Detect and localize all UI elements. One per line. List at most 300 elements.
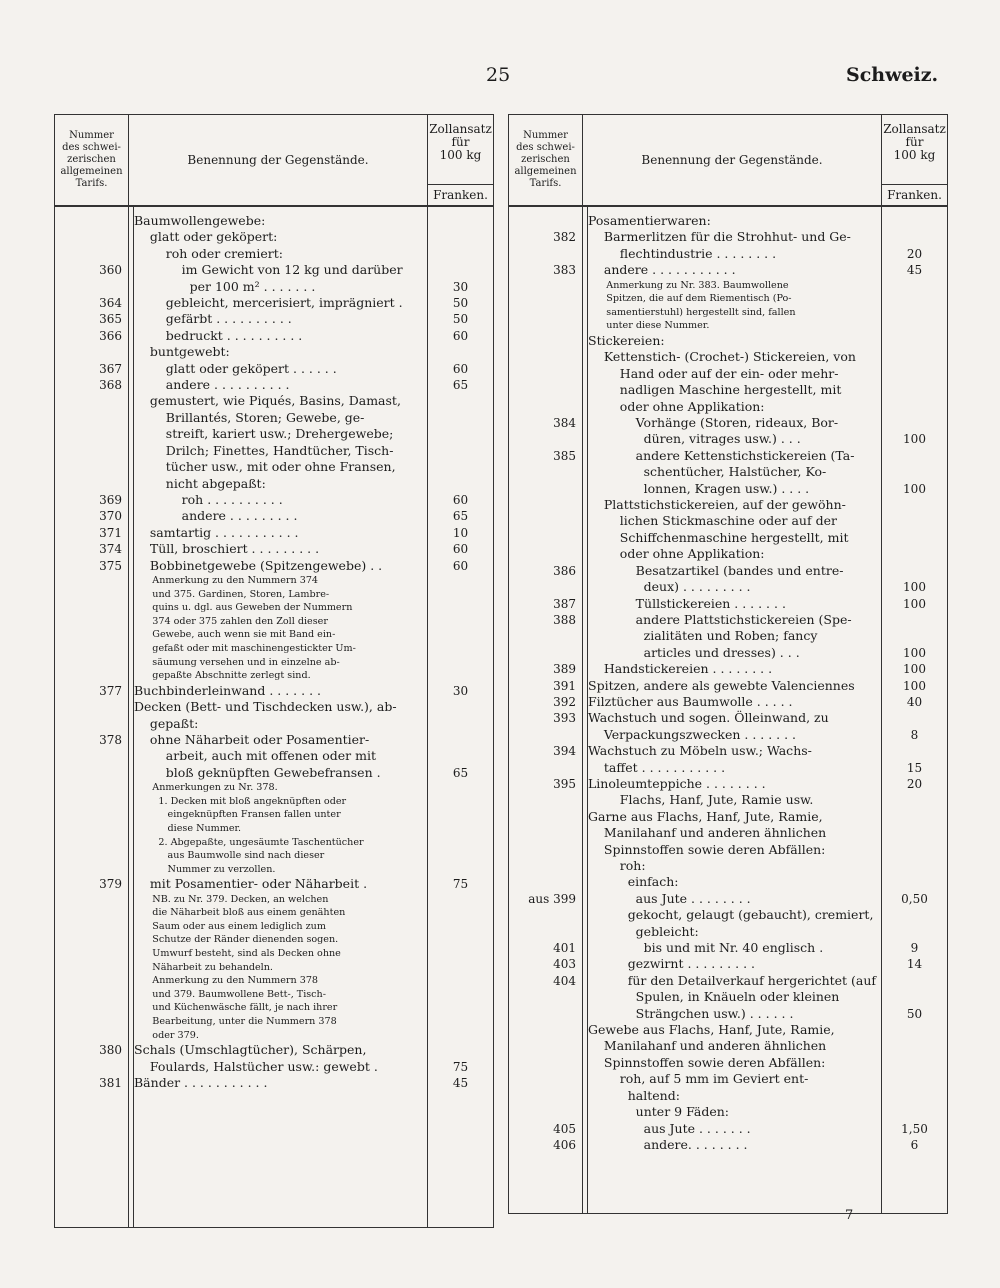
duty-rate bbox=[882, 229, 947, 245]
tariff-number bbox=[509, 546, 582, 562]
item-description: und 379. Baumwollene Bett-, Tisch- bbox=[134, 988, 326, 1000]
table-row bbox=[509, 1038, 947, 1054]
tariff-number bbox=[55, 459, 128, 475]
duty-rate bbox=[428, 669, 493, 683]
table-row bbox=[55, 748, 493, 764]
duty-rate bbox=[882, 858, 947, 874]
duty-rate: 60 bbox=[452, 328, 469, 343]
duty-rate: 15 bbox=[906, 760, 923, 775]
left-table bbox=[54, 114, 494, 1228]
item-description: Verpackungszwecken . . . . . . . bbox=[588, 726, 797, 742]
item-description: Gewebe, auch wenn sie mit Band ein- bbox=[134, 629, 336, 641]
table-row bbox=[509, 1121, 947, 1137]
table-row bbox=[55, 246, 493, 262]
tariff-number bbox=[55, 974, 128, 988]
tariff-number bbox=[55, 574, 128, 588]
item-description: glatt oder geköpert . . . . . . bbox=[134, 360, 337, 376]
duty-rate bbox=[428, 974, 493, 988]
duty-rate bbox=[882, 349, 947, 365]
item-description: taffet . . . . . . . . . . . bbox=[588, 759, 726, 775]
tariff-number bbox=[55, 781, 128, 795]
duty-rate: 1,50 bbox=[901, 1121, 928, 1136]
note-line bbox=[55, 588, 493, 602]
item-description: glatt oder geköpert: bbox=[134, 229, 278, 245]
tariff-number: 381 bbox=[99, 1076, 122, 1091]
tariff-number bbox=[509, 481, 582, 497]
item-description: lonnen, Kragen usw.) . . . . bbox=[588, 480, 810, 496]
note-line bbox=[55, 1015, 493, 1029]
right-table bbox=[508, 114, 948, 1214]
item-description: samentierstuhl) hergestellt sind, fallen bbox=[588, 306, 796, 318]
duty-rate bbox=[882, 1038, 947, 1054]
item-description: Plattstichstickereien, auf der gewöhn- bbox=[588, 497, 846, 513]
duty-rate: 100 bbox=[903, 678, 926, 693]
duty-rate bbox=[882, 546, 947, 562]
table-row bbox=[509, 1104, 947, 1120]
item-description: einfach: bbox=[588, 874, 679, 890]
duty-rate bbox=[882, 382, 947, 398]
item-description: arbeit, auch mit offenen oder mit bbox=[134, 748, 376, 764]
table-row bbox=[55, 262, 493, 278]
item-description: Bearbeitung, unter die Nummern 378 bbox=[134, 1016, 337, 1028]
tariff-number bbox=[509, 1071, 582, 1087]
note-line bbox=[509, 306, 947, 320]
item-description: bedruckt . . . . . . . . . . bbox=[134, 327, 303, 343]
table-row bbox=[509, 229, 947, 245]
item-description: 1. Decken mit bloß angeknüpften oder bbox=[134, 795, 347, 807]
duty-rate: 100 bbox=[903, 481, 926, 496]
table-row bbox=[509, 1088, 947, 1104]
item-description: lichen Stickmaschine oder auf der bbox=[588, 513, 837, 529]
rate-column-unit: Franken. bbox=[433, 188, 488, 202]
item-description: eingeknüpften Fransen fallen unter bbox=[134, 809, 341, 821]
tariff-number bbox=[55, 229, 128, 245]
duty-rate bbox=[428, 601, 493, 615]
duty-rate bbox=[882, 1022, 947, 1038]
item-description: oder ohne Applikation: bbox=[588, 398, 765, 414]
duty-rate bbox=[428, 836, 493, 850]
note-line bbox=[55, 795, 493, 809]
item-description: mit Posamentier- oder Näharbeit . bbox=[134, 876, 368, 892]
table-row bbox=[509, 1006, 947, 1022]
tariff-number bbox=[55, 1001, 128, 1015]
item-description: bloß geknüpften Gewebefransen . bbox=[134, 764, 381, 780]
duty-rate bbox=[882, 809, 947, 825]
tariff-number bbox=[55, 920, 128, 934]
duty-rate: 6 bbox=[910, 1137, 919, 1152]
item-description: Anmerkungen zu Nr. 378. bbox=[134, 782, 278, 794]
table-row bbox=[55, 229, 493, 245]
duty-rate bbox=[428, 988, 493, 1002]
note-line bbox=[55, 836, 493, 850]
tariff-number bbox=[509, 382, 582, 398]
tariff-number bbox=[509, 809, 582, 825]
item-description: andere Kettenstichstickereien (Ta- bbox=[588, 447, 855, 463]
tariff-number: 385 bbox=[553, 448, 576, 463]
duty-rate: 30 bbox=[452, 683, 469, 698]
tariff-number: 383 bbox=[553, 263, 576, 278]
note-line bbox=[55, 642, 493, 656]
item-description: andere . . . . . . . . . . . bbox=[588, 262, 736, 278]
item-description: aus Baumwolle sind nach dieser bbox=[134, 850, 325, 862]
item-description: gepaßt: bbox=[134, 715, 199, 731]
duty-rate bbox=[882, 366, 947, 382]
duty-rate bbox=[882, 973, 947, 989]
tariff-number: 392 bbox=[553, 694, 576, 709]
tariff-number: 368 bbox=[99, 378, 122, 393]
table-row bbox=[55, 311, 493, 327]
duty-rate bbox=[882, 710, 947, 726]
duty-rate bbox=[882, 924, 947, 940]
page-number: 25 bbox=[486, 64, 511, 86]
tariff-number bbox=[509, 645, 582, 661]
tariff-number bbox=[55, 279, 128, 295]
tariff-number bbox=[55, 716, 128, 732]
tariff-number: 391 bbox=[553, 678, 576, 693]
tariff-number bbox=[55, 642, 128, 656]
tariff-number bbox=[55, 426, 128, 442]
duty-rate: 60 bbox=[452, 542, 469, 557]
duty-rate bbox=[428, 1001, 493, 1015]
tariff-number bbox=[509, 333, 582, 349]
duty-rate bbox=[428, 213, 493, 229]
duty-rate bbox=[428, 246, 493, 262]
table-row bbox=[55, 344, 493, 360]
note-line bbox=[55, 988, 493, 1002]
tariff-number bbox=[55, 893, 128, 907]
table-row bbox=[509, 956, 947, 972]
table-row bbox=[509, 924, 947, 940]
tariff-number bbox=[55, 601, 128, 615]
duty-rate bbox=[882, 513, 947, 529]
note-line bbox=[55, 574, 493, 588]
table-row bbox=[55, 393, 493, 409]
duty-rate bbox=[428, 229, 493, 245]
duty-rate: 75 bbox=[452, 1059, 469, 1074]
tariff-number: 403 bbox=[553, 957, 576, 972]
item-description: Wachstuch und sogen. Ölleinwand, zu bbox=[588, 710, 829, 726]
name-column-header: Benennung der Gegenstände. bbox=[583, 115, 882, 205]
table-row bbox=[55, 1042, 493, 1058]
right-rows bbox=[509, 213, 947, 1153]
table-row bbox=[55, 876, 493, 892]
tariff-number: 379 bbox=[99, 877, 122, 892]
duty-rate bbox=[428, 1029, 493, 1043]
duty-rate bbox=[882, 874, 947, 890]
table-row bbox=[509, 349, 947, 365]
duty-rate bbox=[428, 393, 493, 409]
item-description: roh, auf 5 mm im Geviert ent- bbox=[588, 1071, 809, 1087]
duty-rate bbox=[428, 795, 493, 809]
note-line bbox=[55, 947, 493, 961]
table-row bbox=[55, 492, 493, 508]
tariff-number bbox=[509, 1006, 582, 1022]
tariff-number bbox=[509, 579, 582, 595]
tariff-number bbox=[55, 213, 128, 229]
note-line bbox=[55, 933, 493, 947]
duty-rate bbox=[428, 588, 493, 602]
tariff-number bbox=[509, 246, 582, 262]
tariff-number bbox=[55, 947, 128, 961]
item-description: unter diese Nummer. bbox=[588, 320, 710, 332]
tariff-number bbox=[55, 615, 128, 629]
duty-rate bbox=[882, 1071, 947, 1087]
tariff-number bbox=[509, 349, 582, 365]
duty-rate bbox=[428, 920, 493, 934]
duty-rate: 65 bbox=[452, 765, 469, 780]
table-row bbox=[509, 825, 947, 841]
table-row bbox=[509, 546, 947, 562]
tariff-number bbox=[55, 933, 128, 947]
tariff-number bbox=[55, 443, 128, 459]
duty-rate bbox=[882, 842, 947, 858]
number-column-header: Nummer des schwei- zerischen allgemeinen Tarifs. bbox=[55, 115, 129, 205]
table-row bbox=[509, 874, 947, 890]
table-row bbox=[509, 366, 947, 382]
table-row bbox=[509, 1022, 947, 1038]
note-line bbox=[55, 781, 493, 795]
duty-rate bbox=[882, 319, 947, 333]
rate-column-unit: Franken. bbox=[887, 188, 942, 202]
table-row bbox=[55, 508, 493, 524]
item-description: Besatzartikel (bandes und entre- bbox=[588, 562, 844, 578]
tariff-number bbox=[509, 306, 582, 320]
tariff-number bbox=[509, 989, 582, 1005]
item-description: Vorhänge (Storen, rideaux, Bor- bbox=[588, 415, 839, 431]
duty-rate bbox=[428, 933, 493, 947]
duty-rate bbox=[428, 699, 493, 715]
duty-rate bbox=[428, 1042, 493, 1058]
tariff-number bbox=[55, 765, 128, 781]
table-row bbox=[55, 295, 493, 311]
duty-rate bbox=[428, 893, 493, 907]
item-description: gezwirnt . . . . . . . . . bbox=[588, 956, 755, 972]
tariff-number bbox=[509, 431, 582, 447]
note-line bbox=[55, 656, 493, 670]
tariff-number bbox=[509, 1055, 582, 1071]
item-description: und 375. Gardinen, Storen, Lambre- bbox=[134, 588, 330, 600]
table-row bbox=[509, 661, 947, 677]
item-description: gebleicht, mercerisiert, imprägniert . bbox=[134, 295, 403, 311]
duty-rate bbox=[882, 628, 947, 644]
item-description: Schiffchenmaschine hergestellt, mit bbox=[588, 529, 849, 545]
table-row bbox=[509, 1055, 947, 1071]
item-description: Näharbeit zu behandeln. bbox=[134, 961, 273, 973]
tariff-number bbox=[509, 292, 582, 306]
item-description: gemustert, wie Piqués, Basins, Damast, bbox=[134, 393, 401, 409]
item-description: articles und dresses) . . . bbox=[588, 644, 800, 660]
note-line bbox=[55, 893, 493, 907]
item-description: ohne Näharbeit oder Posamentier- bbox=[134, 731, 370, 747]
table-row bbox=[509, 246, 947, 262]
duty-rate: 10 bbox=[452, 525, 469, 540]
duty-rate: 100 bbox=[903, 662, 926, 677]
rate-column-header bbox=[428, 115, 493, 205]
duty-rate bbox=[882, 399, 947, 415]
tariff-number bbox=[55, 588, 128, 602]
table-row bbox=[509, 213, 947, 229]
tariff-number bbox=[55, 795, 128, 809]
duty-rate: 65 bbox=[452, 378, 469, 393]
note-line bbox=[509, 292, 947, 306]
item-description: flechtindustrie . . . . . . . . bbox=[588, 245, 777, 261]
table-row bbox=[55, 443, 493, 459]
duty-rate bbox=[882, 292, 947, 306]
table-header bbox=[509, 115, 947, 207]
table-row bbox=[509, 415, 947, 431]
item-description: diese Nummer. bbox=[134, 822, 242, 834]
item-description: Anmerkung zu den Nummern 374 bbox=[134, 574, 319, 586]
item-description: andere . . . . . . . . . bbox=[134, 508, 298, 524]
duty-rate: 45 bbox=[906, 263, 923, 278]
tariff-number bbox=[55, 808, 128, 822]
item-description: Hand oder auf der ein- oder mehr- bbox=[588, 365, 839, 381]
tariff-number: 394 bbox=[553, 744, 576, 759]
table-row bbox=[509, 579, 947, 595]
item-description: gepaßte Abschnitte zerlegt sind. bbox=[134, 670, 311, 682]
table-row bbox=[509, 809, 947, 825]
rate-column-title: Zollansatz für 100 kg bbox=[882, 115, 947, 185]
table-row bbox=[55, 765, 493, 781]
duty-rate: 30 bbox=[452, 279, 469, 294]
table-row bbox=[509, 262, 947, 278]
duty-rate bbox=[428, 642, 493, 656]
item-description: und Küchenwäsche fällt, je nach ihrer bbox=[134, 1002, 338, 1014]
duty-rate bbox=[428, 262, 493, 278]
duty-rate bbox=[428, 748, 493, 764]
item-description: Strängchen usw.) . . . . . . bbox=[588, 1005, 794, 1021]
table-row bbox=[509, 382, 947, 398]
duty-rate: 20 bbox=[906, 776, 923, 791]
duty-rate: 40 bbox=[906, 694, 923, 709]
duty-rate bbox=[882, 448, 947, 464]
table-row bbox=[509, 727, 947, 743]
rate-column-title: Zollansatz für 100 kg bbox=[428, 115, 493, 185]
tariff-number bbox=[509, 1038, 582, 1054]
tariff-number bbox=[55, 961, 128, 975]
duty-rate bbox=[882, 1088, 947, 1104]
duty-rate bbox=[428, 628, 493, 642]
table-row bbox=[509, 563, 947, 579]
table-row bbox=[509, 678, 947, 694]
duty-rate bbox=[428, 656, 493, 670]
table-row bbox=[55, 541, 493, 557]
table-row bbox=[55, 732, 493, 748]
item-description: nicht abgepaßt: bbox=[134, 475, 266, 491]
note-line bbox=[55, 906, 493, 920]
page-country: Schweiz. bbox=[846, 64, 939, 86]
item-description: Stickereien: bbox=[588, 333, 665, 348]
tariff-number bbox=[509, 213, 582, 229]
note-line bbox=[55, 628, 493, 642]
rate-column-header bbox=[882, 115, 947, 205]
tariff-number: 367 bbox=[99, 361, 122, 376]
tariff-number bbox=[55, 1029, 128, 1043]
duty-rate: 60 bbox=[452, 558, 469, 573]
tariff-number bbox=[509, 497, 582, 513]
item-description: bis und mit Nr. 40 englisch . bbox=[588, 940, 824, 956]
item-description: Saum oder aus einem lediglich zum bbox=[134, 920, 326, 932]
duty-rate bbox=[428, 732, 493, 748]
tariff-number bbox=[509, 1088, 582, 1104]
tariff-number: 370 bbox=[99, 509, 122, 524]
tariff-number: 369 bbox=[99, 492, 122, 507]
tariff-number bbox=[55, 748, 128, 764]
duty-rate bbox=[428, 574, 493, 588]
tariff-number bbox=[55, 836, 128, 850]
tariff-number: 374 bbox=[99, 542, 122, 557]
tariff-number: 389 bbox=[553, 662, 576, 677]
duty-rate: 75 bbox=[452, 877, 469, 892]
item-description: Nummer zu verzollen. bbox=[134, 863, 276, 875]
table-row bbox=[55, 1075, 493, 1091]
duty-rate bbox=[882, 279, 947, 293]
duty-rate bbox=[882, 306, 947, 320]
table-row bbox=[509, 530, 947, 546]
item-description: gefärbt . . . . . . . . . . bbox=[134, 311, 292, 327]
tariff-number: 387 bbox=[553, 596, 576, 611]
note-line bbox=[509, 319, 947, 333]
item-description: Barmerlitzen für die Strohhut- und Ge- bbox=[588, 229, 851, 245]
duty-rate bbox=[882, 907, 947, 923]
tariff-number bbox=[55, 1059, 128, 1075]
tariff-number bbox=[509, 1022, 582, 1038]
item-description: Baumwollengewebe: bbox=[134, 213, 266, 228]
tariff-number bbox=[55, 863, 128, 877]
tariff-number: 360 bbox=[99, 263, 122, 278]
tariff-number bbox=[509, 530, 582, 546]
table-row bbox=[55, 213, 493, 229]
duty-rate bbox=[428, 426, 493, 442]
item-description: Schutze der Ränder dienenden sogen. bbox=[134, 934, 339, 946]
note-line bbox=[55, 863, 493, 877]
tariff-number bbox=[509, 924, 582, 940]
item-description: Kettenstich- (Crochet-) Stickereien, von bbox=[588, 349, 856, 365]
table-row bbox=[55, 328, 493, 344]
item-description: Bänder . . . . . . . . . . . bbox=[134, 1075, 268, 1091]
tariff-number bbox=[55, 410, 128, 426]
duty-rate bbox=[882, 743, 947, 759]
item-description: oder 379. bbox=[134, 1029, 199, 1041]
item-description: Decken (Bett- und Tischdecken usw.), ab- bbox=[134, 699, 397, 715]
duty-rate bbox=[428, 476, 493, 492]
item-description: streift, kariert usw.; Drehergewebe; bbox=[134, 426, 394, 442]
note-line bbox=[55, 822, 493, 836]
tariff-number bbox=[55, 822, 128, 836]
item-description: Brillantés, Storen; Gewebe, ge- bbox=[134, 409, 365, 425]
table-row bbox=[55, 716, 493, 732]
item-description: zialitäten und Roben; fancy bbox=[588, 628, 818, 644]
duty-rate bbox=[882, 497, 947, 513]
item-description: andere . . . . . . . . . . bbox=[134, 377, 290, 393]
item-description: Linoleumteppiche . . . . . . . . bbox=[588, 775, 766, 791]
item-description: Bobbinetgewebe (Spitzengewebe) . . bbox=[134, 557, 383, 573]
item-description: andere. . . . . . . . bbox=[588, 1136, 748, 1152]
table-row bbox=[55, 459, 493, 475]
item-description: Manilahanf und anderen ähnlichen bbox=[588, 1038, 827, 1054]
table-row bbox=[509, 612, 947, 628]
table-row bbox=[55, 525, 493, 541]
duty-rate bbox=[882, 792, 947, 808]
tariff-number: 371 bbox=[99, 525, 122, 540]
item-description: roh: bbox=[588, 858, 646, 873]
item-description: Flachs, Hanf, Jute, Ramie usw. bbox=[588, 792, 814, 808]
item-description: roh . . . . . . . . . . bbox=[134, 491, 283, 507]
table-row bbox=[509, 710, 947, 726]
duty-rate: 60 bbox=[452, 492, 469, 507]
duty-rate: 50 bbox=[906, 1006, 923, 1021]
duty-rate bbox=[882, 530, 947, 546]
